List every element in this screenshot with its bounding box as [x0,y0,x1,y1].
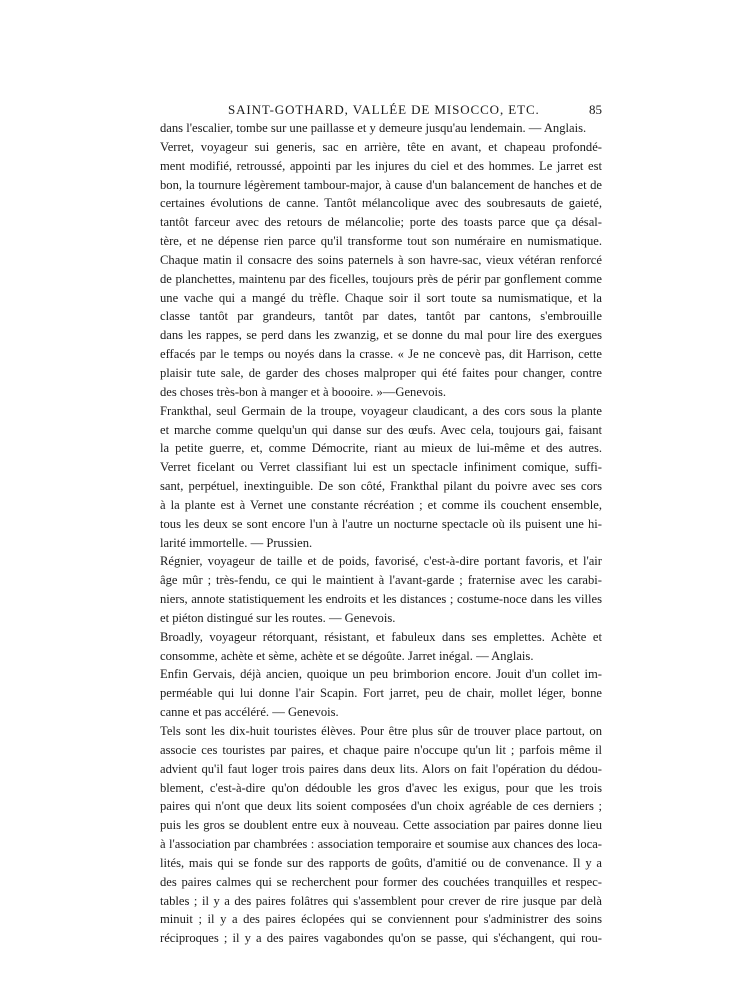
text-line: réciproques ; il y a des paires vagabondes qu'on se passe, qui s'échangent, qui rou- [160,931,602,946]
text-line: de planchettes, maintenu par des ficelles, toujours près de périr par gonflement comme [160,271,602,286]
text-line: plaisir tute sale, de garder des choses malproper qui été faites pour changer, contre [160,365,602,380]
text-line: blement, c'est-à-dire qu'on dédouble les gros d'avec les exigus, pour que les trois [160,780,602,795]
text-line: niers, annote statistiquement les endroits et les distances ; costume-noce dans les villes [160,592,602,607]
text-line: dans l'escalier, tombe sur une paillasse et y demeure jusqu'au lendemain. — Anglais. [160,121,587,135]
text-line: âge mûr ; très-fendu, ce qui le maintient à l'avant-garde ; fraternise avec les carabi- [160,573,602,588]
text-line: à l'association par chambrées : association temporaire et soumise aux chances des loca- [160,837,602,852]
text-line: consomme, achète et sème, achète et se dégoûte. Jarret inégal. — Anglais. [160,648,534,663]
text-line: et piéton distingué sur les routes. — Genevois. [160,610,396,625]
text-line: à la plante est à Vernet une constante récréation ; et comme ils couchent ensemble, [160,497,602,512]
paragraph-regnier [160,552,602,627]
text-line: une vache qui a mangé du trèfle. Chaque soir il sort toute sa numismatique, et la [160,290,602,305]
text-line: paires qui n'ont que deux lits soient composées d'un choix agréable de ces derniers ; [160,799,602,814]
text-line: ment modifié, retroussé, appointi par les injures du ciel et des hommes. Le jarret est [160,158,602,173]
text-line: la petite guerre, et, comme Démocrite, riant au mieux de lui-même et des autres. [160,441,602,456]
page-body [160,119,602,948]
text-line: canne et pas accéléré. — Genevois. [160,705,339,720]
text-line: Tels sont les dix-huit touristes élèves. Pour être plus sûr de trouver place partout, on [160,724,602,738]
text-line: sant, perpétuel, inextinguible. De son côté, Frankthal pilant du poivre avec ses cors [160,479,602,494]
text-line: tère, et ne dépense rien parce qu'il transforme tout son numéraire en numismatique. [160,234,602,249]
text-line: Chaque matin il consacre des soins paternels à son havre-sac, vieux vétéran renforcé [160,252,602,267]
text-line: tantôt farceur avec des retours de mélancolie; porte des toasts parce que ça désal- [160,215,602,230]
text-line: dans les rappes, se perd dans les zwanzig, et se donne du mal pour lire des exergues [160,328,602,343]
text-line: des paires calmes qui se recherchent pour former des couchées tranquilles et respec- [160,874,602,889]
text-line: Verret, voyageur sui generis, sac en arrière, tête en avant, et chapeau profondé- [160,139,602,154]
text-line: Broadly, voyageur rétorquant, résistant, et fabuleux dans ses emplettes. Achète et [160,629,602,644]
text-line: Régnier, voyageur de taille et de poids, favorisé, c'est-à-dire portant favoris, et l'air [160,554,602,569]
page-header [160,101,602,119]
text-line: advient qu'il faut loger trois paires dans deux lits. Alors on fait l'opération du dédou- [160,761,602,776]
text-line: classe tantôt par grandeurs, tantôt par dates, tantôt par cantons, s'embrouille [160,309,602,324]
text-line: bon, la tournure légèrement tambour-major, à cause d'un balancement de hanches et de [160,177,602,192]
text-line: tables ; il y a des paires folâtres qui s'assemblent pour crever de rire jusque par delà [160,893,602,908]
text-line: Frankthal, seul Germain de la troupe, voyageur claudicant, a des cors sous la plante [160,403,602,418]
text-line: perméable qui lui donne l'air Scapin. Fort jarret, peu de chair, mollet léger, bonne [160,686,602,701]
text-line: Enfin Gervais, déjà ancien, quoique un peu brimborion encore. Jouit d'un collet im- [160,667,602,682]
text-line: puis les gros se doublent entre eux à nouveau. Cette association par paires donne lieu [160,818,602,833]
paragraph-broadly [160,628,602,666]
paragraph-continuation [160,119,602,138]
running-title: SAINT-GOTHARD, VALLÉE DE MISOCCO, ETC. [228,102,540,117]
text-line: effacés par le temps ou noyés dans la crasse. « Je ne concevè pas, dit Harrison, cette [160,347,602,362]
paragraph-pairs [160,722,602,948]
text-line: tous les deux se sont encore l'un à l'autre un nocturne spectacle où ils puisent une hi- [160,516,602,531]
page-number: 85 [589,102,602,117]
text-line: larité immortelle. — Prussien. [160,535,313,550]
text-line: minuit ; il y a des paires éclopées qui se conviennent pour s'administrer des soins [160,912,602,927]
text-line: lités, mais qui se fonde sur des rapports de goûts, d'amitié ou de convenance. Il y a [160,855,602,870]
paragraph-verret [160,138,602,402]
text-line: Verret ficelant ou Verret classifiant lui est un spectacle infiniment comique, suffi- [160,460,602,475]
text-line: certaines évolutions de canne. Tantôt mélancolique avec des soubresauts de gaieté, [160,196,602,211]
text-line: et marche comme quelqu'un qui danse sur des œufs. Avec cela, toujours gai, faisant [160,422,602,437]
text-line: des choses très-bon à manger et à boooire. »—Genevois. [160,384,447,399]
paragraph-gervais [160,665,602,722]
paragraph-frankthal [160,402,602,553]
text-line: associe ces touristes par paires, et chaque paire n'occupe qu'un lit ; parfois même il [160,742,602,757]
